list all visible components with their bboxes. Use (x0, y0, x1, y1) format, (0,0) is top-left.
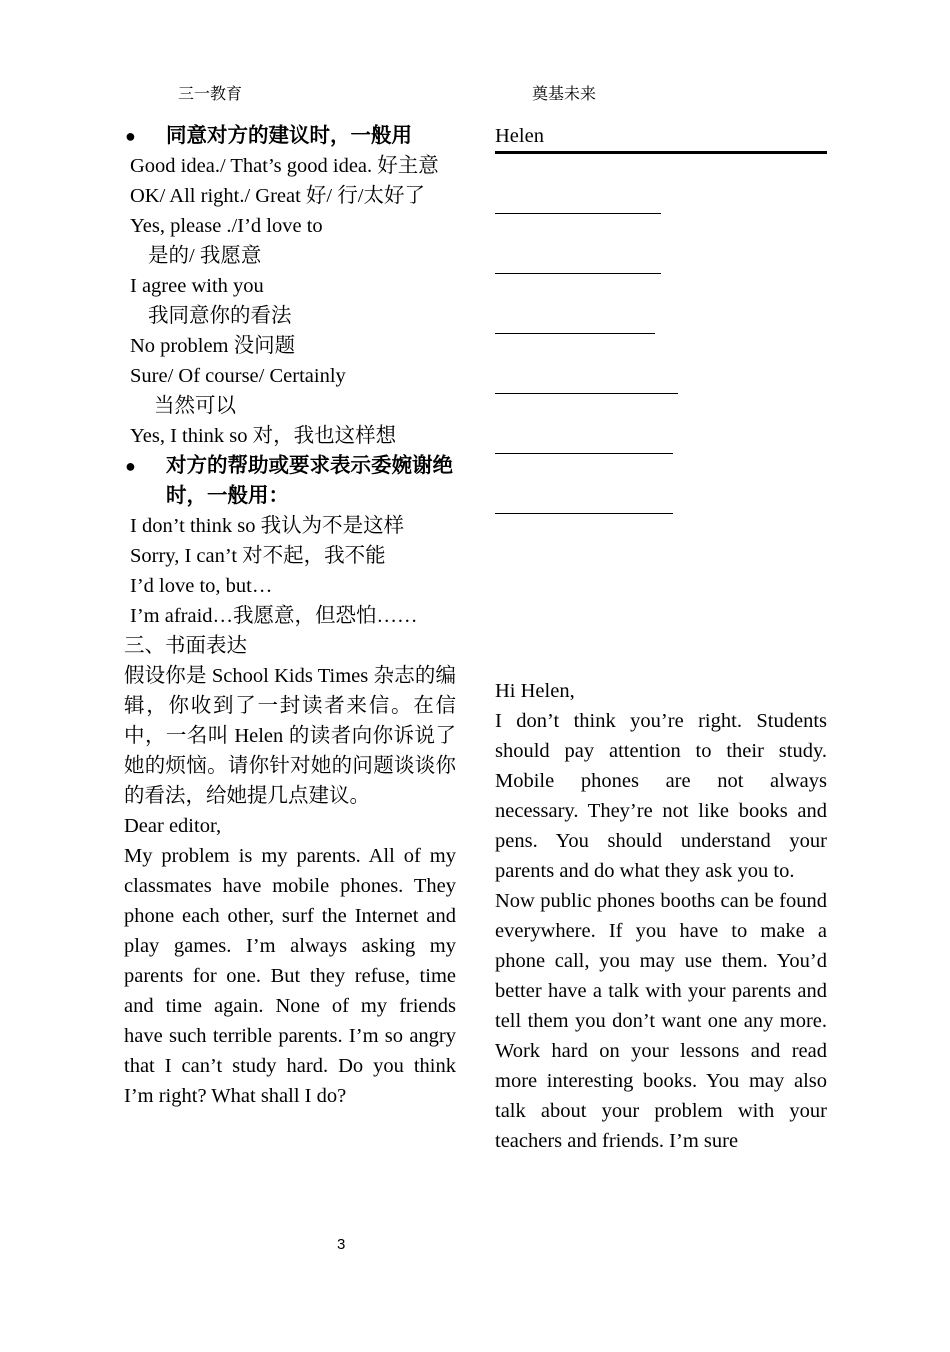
bullet-dot-icon: ● (125, 126, 136, 146)
bullet-dot-icon: ● (125, 456, 136, 476)
answer-blank-line[interactable] (495, 305, 655, 334)
answer-blank-line[interactable] (495, 485, 673, 514)
answer-blank-line[interactable] (495, 245, 661, 274)
answer-blank-line[interactable] (495, 185, 661, 214)
phrase-line: I don’t think so 我认为不是这样 (130, 515, 405, 537)
bullet-agree (124, 121, 456, 151)
page-number: 3 (337, 1236, 346, 1253)
reply-paragraph-2: Now public phones booths can be found everywhere. If you have to make a phone call, you may use them. You’d better have a talk with your parents and tell them you don’t want one any more. Work hard on your lessons and read more interesting books. You may also talk about your problem with your teachers and friends. I’m sure (495, 890, 827, 1152)
answer-blank-line[interactable] (495, 425, 673, 454)
answer-blanks (495, 185, 827, 514)
phrase-line: I agree with you (130, 275, 264, 297)
reply-greeting: Hi Helen, (495, 680, 575, 702)
header-right: 奠基未来 (532, 86, 597, 103)
phrase-line: Sure/ Of course/ Certainly (130, 365, 346, 387)
phrase-line: I’d love to, but… (130, 575, 273, 597)
letter-greeting: Dear editor, (124, 815, 222, 837)
letter-signature: Helen (495, 121, 827, 154)
bullet-refuse (124, 451, 456, 511)
phrase-line: Yes, please ./I’d love to (130, 215, 323, 237)
writing-task: 假设你是 School Kids Times 杂志的编辑，你收到了一封读者来信。在信中，一名叫 Helen 的读者向你诉说了她的烦恼。请你针对她的问题谈谈你的看法，给她提几点建议。 (124, 665, 456, 807)
phrase-line: 是的/ 我愿意 (148, 245, 262, 267)
section-title: 三、书面表达 (124, 635, 247, 657)
phrase-line: 当然可以 (154, 395, 236, 417)
phrase-line: Yes, I think so 对，我也这样想 (130, 425, 397, 447)
right-column (495, 121, 827, 1156)
bullet-refuse-title: 对方的帮助或要求表示委婉谢绝时，一般用： (166, 455, 453, 507)
phrase-line: Good idea./ That’s good idea. 好主意 (130, 155, 439, 177)
spacer (495, 514, 827, 676)
bullet-agree-title: 同意对方的建议时，一般用 (166, 125, 412, 147)
phrase-line: No problem 没问题 (130, 335, 296, 357)
letter-body: My problem is my parents. All of my classmates have mobile phones. They phone each other, surf the Internet and play games. I’m always asking my parents for one. But they refuse, time and time again. None of my friends have such terrible parents. I’m so angry that I can’t study hard. Do you think I’m right? What shall I do? (124, 845, 456, 1107)
phrase-line: I’m afraid…我愿意，但恐怕…… (130, 605, 418, 627)
answer-blank-line[interactable] (495, 365, 678, 394)
phrase-line: OK/ All right./ Great 好/ 行/太好了 (130, 185, 425, 207)
header-left: 三一教育 (178, 86, 243, 103)
phrase-line: Sorry, I can’t 对不起，我不能 (130, 545, 386, 567)
reply-paragraph-1: I don’t think you’re right. Students should pay attention to their study. Mobile phones are not always necessary. They’re not like books and pens. You should understand your parents and do what they ask you to. (495, 710, 827, 882)
left-column (124, 121, 456, 1111)
phrase-line: 我同意你的看法 (148, 305, 292, 327)
